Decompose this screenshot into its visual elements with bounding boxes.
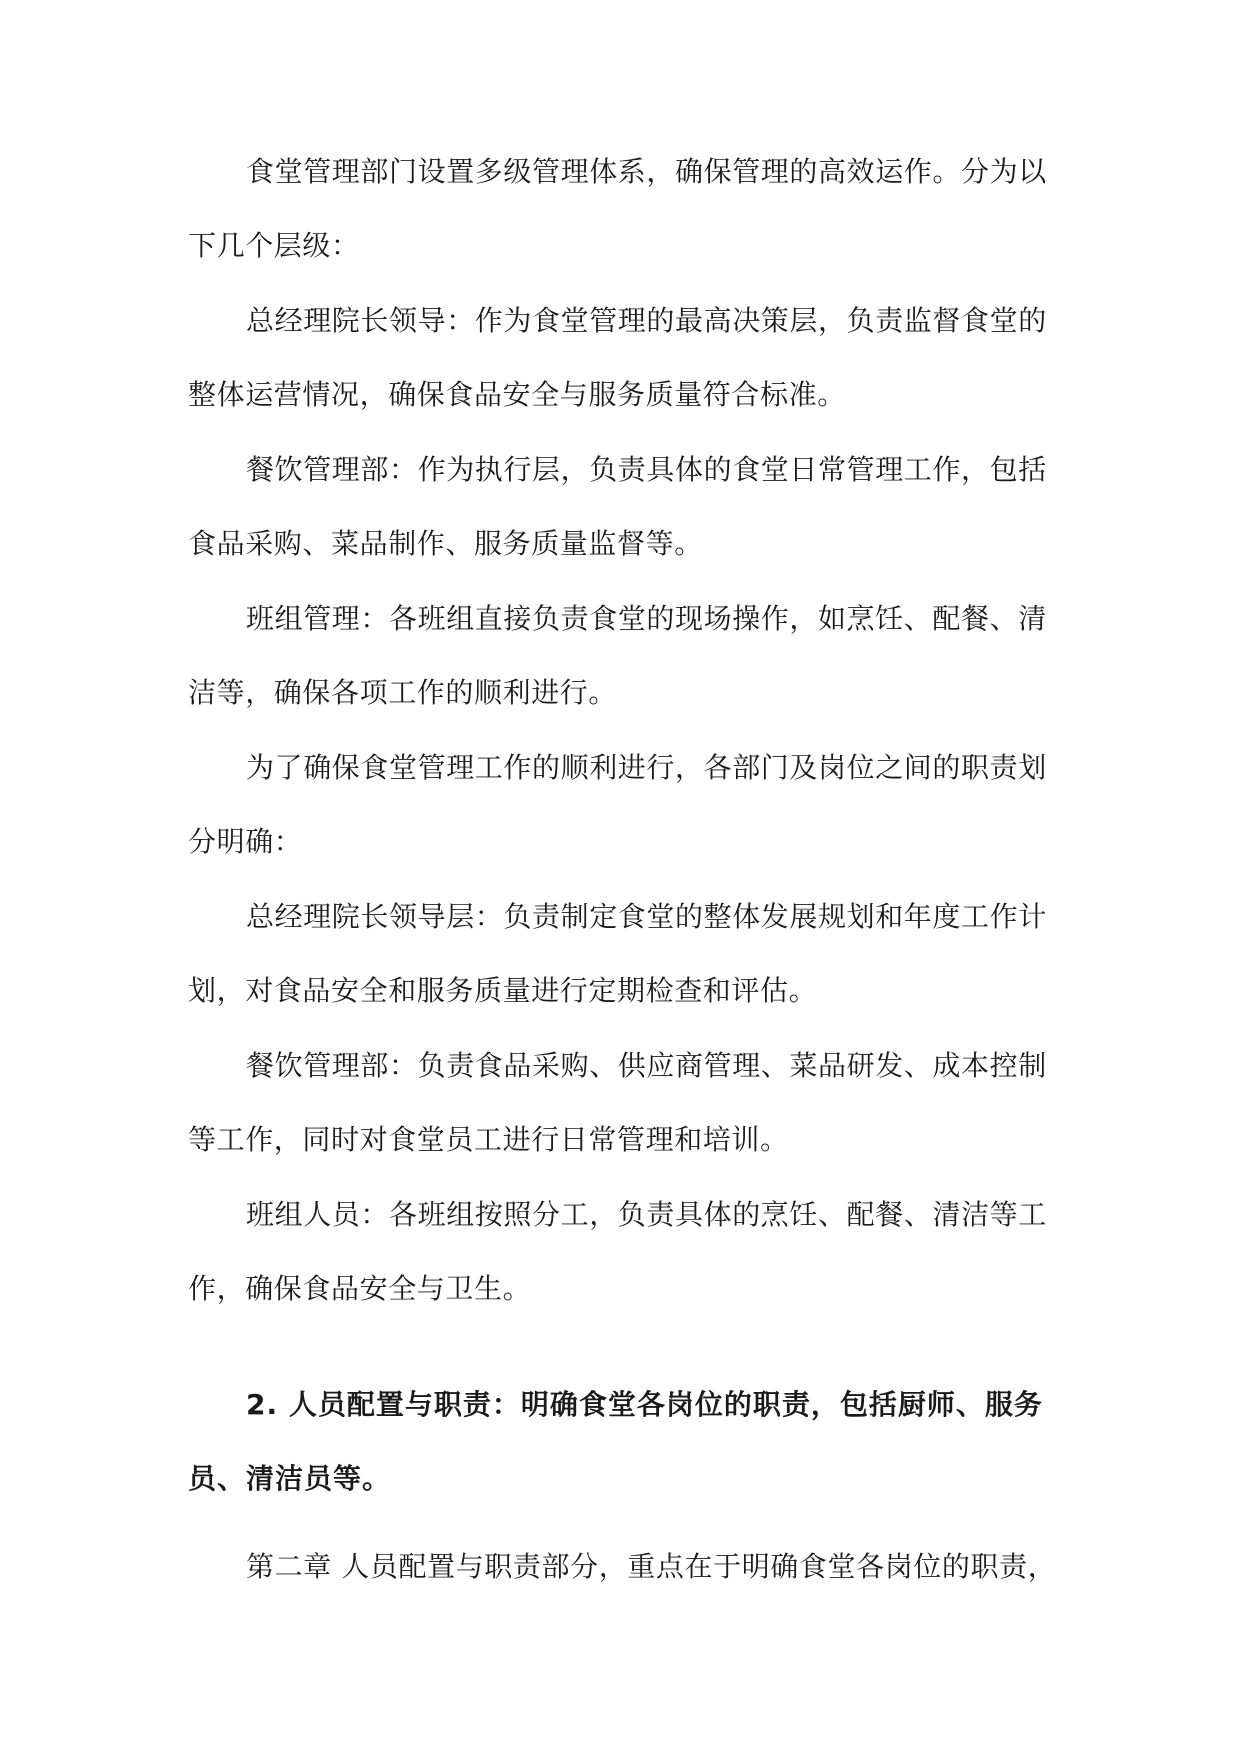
paragraph-line: 总经理院长领导层：负责制定食堂的整体发展规划和年度工作计 [246, 900, 1047, 933]
paragraph-line: 为了确保食堂管理工作的顺利进行，各部门及岗位之间的职责划 [246, 751, 1047, 784]
paragraph-line: 第二章 人员配置与职责部分，重点在于明确食堂各岗位的职责， [246, 1550, 1057, 1583]
paragraph-line: 班组人员：各班组按照分工，负责具体的烹饪、配餐、清洁等工 [246, 1198, 1047, 1231]
paragraph-line: 食品采购、菜品制作、服务质量监督等。 [188, 527, 703, 560]
paragraph-line: 洁等，确保各项工作的顺利进行。 [188, 676, 618, 709]
paragraph-line: 整体运营情况，确保食品安全与服务质量符合标准。 [188, 378, 846, 411]
paragraph-line: 班组管理：各班组直接负责食堂的现场操作，如烹饪、配餐、清 [246, 602, 1047, 635]
paragraph-line: 作，确保食品安全与卫生。 [188, 1272, 532, 1305]
section-heading: 2. 人员配置与职责：明确食堂各岗位的职责，包括厨师、服务 [246, 1388, 1043, 1421]
section-heading: 员、清洁员等。 [188, 1462, 392, 1495]
paragraph-line: 餐饮管理部：负责食品采购、供应商管理、菜品研发、成本控制 [246, 1049, 1047, 1082]
paragraph-line: 下几个层级： [188, 229, 360, 262]
paragraph-line: 分明确： [188, 825, 303, 858]
paragraph-line: 等工作，同时对食堂员工进行日常管理和培训。 [188, 1123, 789, 1156]
paragraph-line: 划，对食品安全和服务质量进行定期检查和评估。 [188, 974, 818, 1007]
paragraph-line: 食堂管理部门设置多级管理体系，确保管理的高效运作。分为以 [246, 155, 1047, 188]
paragraph-line: 总经理院长领导：作为食堂管理的最高决策层，负责监督食堂的 [246, 304, 1047, 337]
paragraph-line: 餐饮管理部：作为执行层，负责具体的食堂日常管理工作，包括 [246, 453, 1047, 486]
